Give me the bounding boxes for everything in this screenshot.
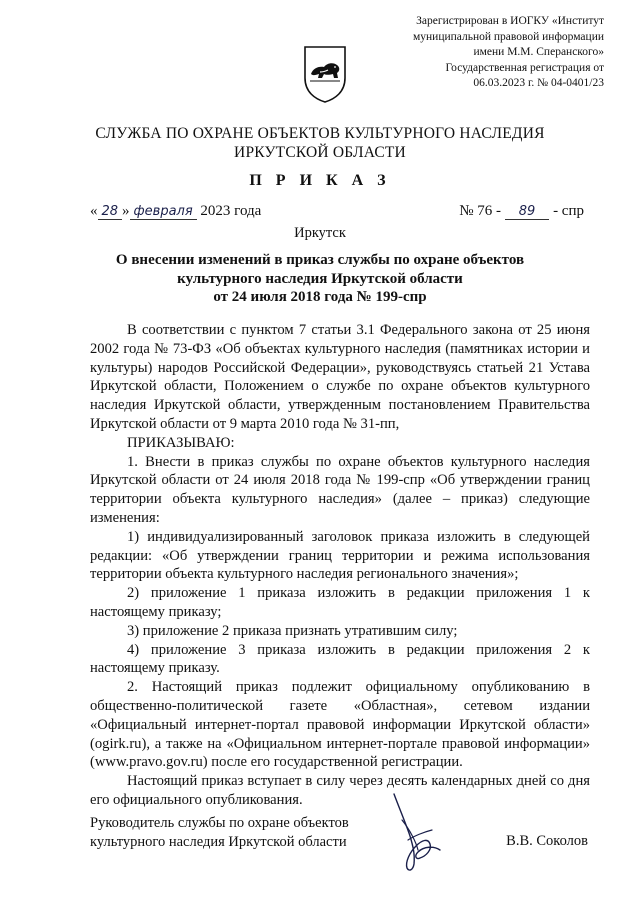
title-line: от 24 июля 2018 года № 199-спр [213, 289, 427, 305]
document-body [90, 321, 590, 810]
handwritten-signature [380, 790, 460, 880]
registration-line: Государственная регистрация от [445, 61, 604, 74]
title-line: О внесении изменений в приказ службы по охране объектов [115, 252, 525, 268]
date-year: 2023 года [200, 203, 262, 219]
date-close-quote: » [122, 203, 130, 219]
number-value: 89 [505, 204, 550, 220]
order-word: ПРИКАЗЫВАЮ: [127, 434, 235, 451]
date-open-quote: « [90, 203, 98, 219]
date-day: 28 [98, 204, 123, 220]
registration-line: имени М.М. Сперанского» [473, 46, 604, 58]
registration-stamp [354, 14, 604, 92]
item-2: 2. Настоящий приказ подлежит официальному опубликованию в общественно-политической газете «Областная», сетевом издании «Официальный интернет-портал правовой информации Иркутской области» (ogirk.ru), а также на «Официальном интернет-портале правовой информации» (www.pravo.gov.ru) после его государственной регистрации. [90, 679, 590, 771]
agency-heading [60, 124, 580, 162]
coat-of-arms-icon [302, 44, 348, 104]
city: Иркутск [294, 225, 346, 241]
title-line: культурного наследия Иркутской области [177, 270, 463, 287]
signatory-position-line: культурного наследия Иркутской области [90, 833, 347, 850]
document-type: П Р И К А З [249, 172, 391, 189]
date-month: февраля [130, 204, 197, 220]
final-paragraph: Настоящий приказ вступает в силу через десять календарных дней со дня его официального опубликования. [90, 773, 590, 808]
agency-name-line: ИРКУТСКОЙ ОБЛАСТИ [234, 144, 406, 161]
item-1-subitem-4: 4) приложение 3 приказа изложить в редакции приложения 2 к настоящему приказу. [90, 641, 590, 677]
document-number [459, 203, 584, 220]
item-1-subitem-3: 3) приложение 2 приказа признать утратившим силу; [127, 622, 458, 639]
signatory-position [90, 814, 349, 852]
registration-line: муниципальной правовой информации [412, 30, 604, 43]
signatory-position-line: Руководитель службы по охране объектов [90, 815, 349, 831]
number-suffix: - спр [553, 203, 584, 219]
item-1-subitem-2: 2) приложение 1 приказа изложить в редакции приложения 1 к настоящему приказу; [90, 585, 590, 620]
document-date [90, 203, 261, 220]
item-1-subitem-1: 1) индивидуализированный заголовок приказа изложить в следующей редакции: «Об утверждении границ территории и режима использования территории объекта культурного наследия регионального значения»; [90, 528, 590, 583]
signatory-name: В.В. Соколов [506, 833, 588, 849]
registration-line: Зарегистрирован в ИОГКУ «Институт [416, 15, 604, 27]
registration-line: 06.03.2023 г. № 04-0401/23 [473, 77, 604, 89]
item-1: 1. Внести в приказ службы по охране объектов культурного наследия Иркутской области от 24 июля 2018 года № 199-спр «Об утверждении границ территории объекта культурного наследия» (далее – приказ) следующие изменения: [90, 453, 590, 526]
number-prefix: № 76 - [459, 203, 502, 219]
document-title [100, 251, 540, 307]
preamble-paragraph: В соответствии с пунктом 7 статьи 3.1 Федерального закона от 25 июня 2002 года № 73-ФЗ «Об объектах культурного наследия (памятниках истории и культуры) народов Российской Федерации», руководствуясь статьей 21 Устава Иркутской области, Положением о службе по охране объектов культурного наследия Иркутской области, утвержденным постановлением Правительства Иркутской области от 9 марта 2010 года № 31-пп, [90, 322, 590, 432]
agency-name-line: СЛУЖБА ПО ОХРАНЕ ОБЪЕКТОВ КУЛЬТУРНОГО НАСЛЕДИЯ [95, 125, 545, 142]
